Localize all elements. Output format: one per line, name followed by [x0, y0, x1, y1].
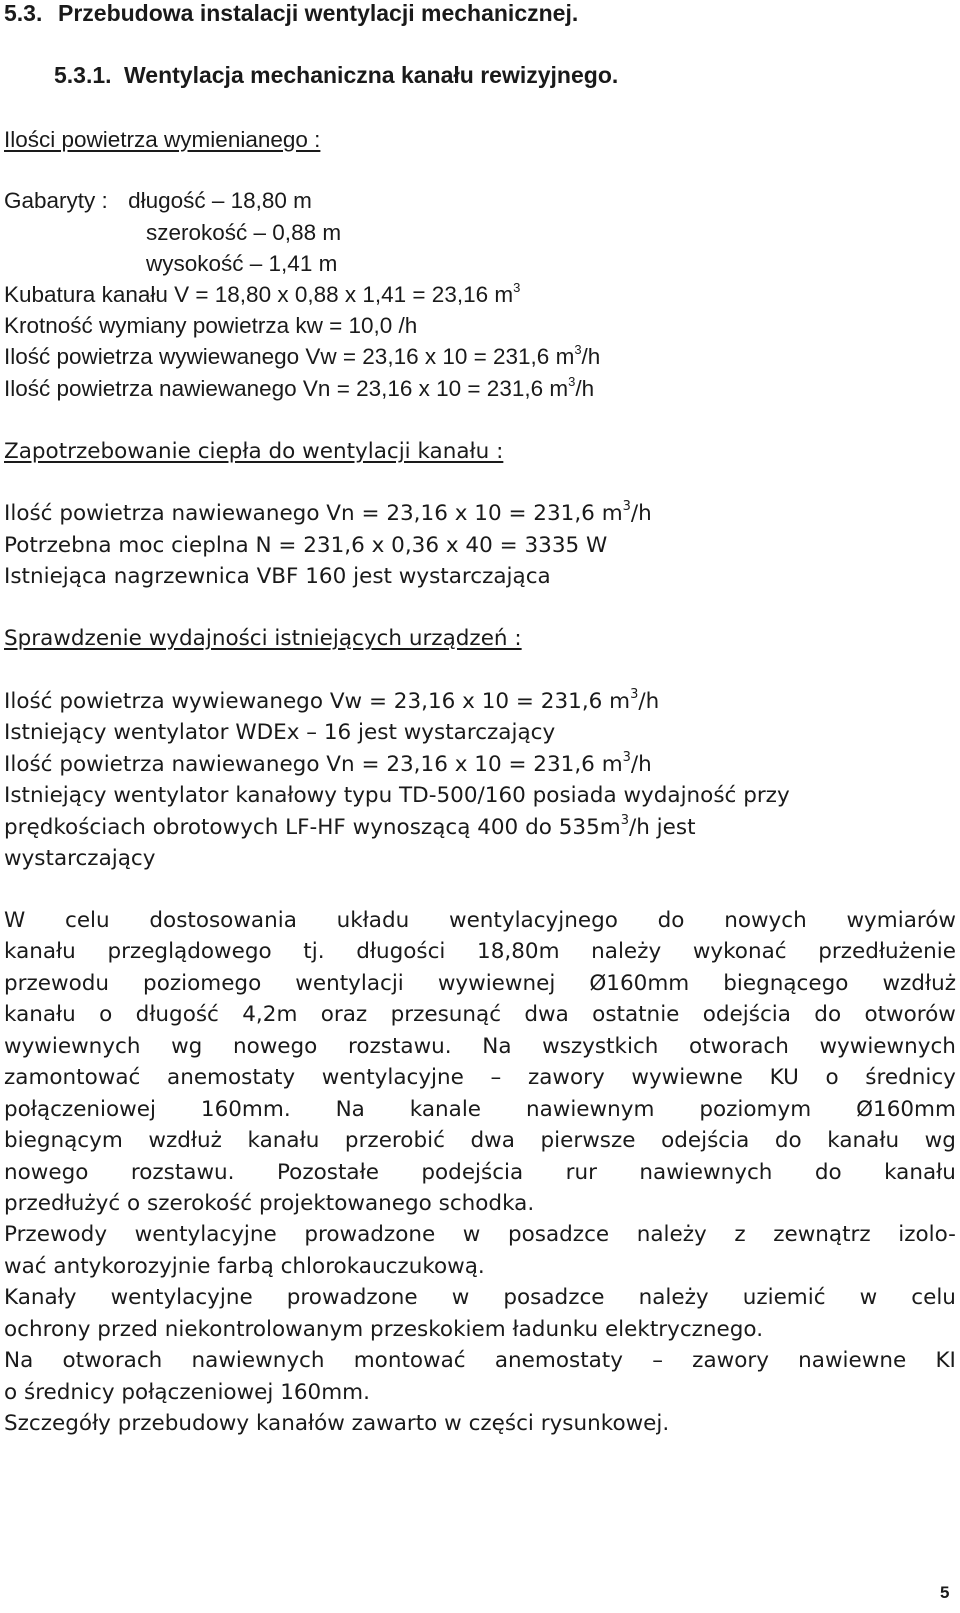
heat-supply-unit: /h — [630, 501, 652, 526]
fan-duct-exponent: 3 — [620, 813, 629, 828]
paragraph-3-line: Kanały wentylacyjne prowadzone w posadzce należy uziemić w celu — [4, 1285, 956, 1310]
heat-supply-exponent: 3 — [622, 499, 631, 514]
fan-duct-unit: /h jest — [628, 815, 696, 840]
paragraph-1-line: zamontować anemostaty wentylacyjne – zawory wywiewne KU o średnicy — [4, 1065, 956, 1090]
paragraph-3-last-line: ochrony przed niekontrolowanym przeskokiem ładunku elektrycznego. — [4, 1317, 764, 1342]
multiplicity-line: Krotność wymiany powietrza kw = 10,0 /h — [4, 313, 418, 338]
heat-demand-heading: Zapotrzebowanie ciepła do wentylacji kanału : — [4, 439, 504, 464]
check-exhaust-line — [4, 689, 659, 715]
section-heading — [4, 0, 578, 26]
paragraph-1-line: kanału o długość 4,2m oraz przesunąć dwa ostatnie odejścia do otworów — [4, 1002, 956, 1027]
paragraph-1-line: nowego rozstawu. Pozostałe podejścia rur nawiewnych do kanału — [4, 1160, 956, 1185]
paragraph-1-line: wywiewnych wg nowego rozstawu. Na wszystkich otworach wywiewnych — [4, 1034, 956, 1059]
section-number: 5.3. — [4, 0, 43, 26]
heater-line: Istniejąca nagrzewnica VBF 160 jest wystarczająca — [4, 564, 551, 589]
volume-line — [4, 282, 520, 308]
exhaust-unit: /h — [581, 344, 601, 369]
exhaust-exponent: 3 — [574, 342, 582, 357]
paragraph-1-line: połączeniowej 160mm. Na kanale nawiewnym poziomym Ø160mm — [4, 1097, 956, 1122]
check-exhaust-unit: /h — [638, 689, 660, 714]
paragraph-2-last-line: wać antykorozyjnie farbą chlorokauczukową. — [4, 1254, 485, 1279]
air-exchange-heading: Ilości powietrza wymienianego : — [4, 127, 321, 152]
paragraph-4-last-line: o średnicy połączeniowej 160mm. — [4, 1380, 370, 1405]
supply-line — [4, 376, 594, 402]
dimension-length: długość – 18,80 m — [128, 188, 312, 213]
dimensions-label: Gabaryty : — [4, 188, 108, 213]
check-supply-exponent: 3 — [622, 750, 631, 765]
check-supply-line — [4, 752, 652, 778]
heat-power-line: Potrzebna moc cieplna N = 231,6 x 0,36 x 40 = 3335 W — [4, 533, 608, 558]
exhaust-line — [4, 344, 600, 370]
dimension-width: szerokość – 0,88 m — [146, 220, 342, 245]
subsection-title: Wentylacja mechaniczna kanału rewizyjnego. — [124, 62, 619, 88]
check-supply-text: Ilość powietrza nawiewanego Vn = 23,16 x 10 = 231,6 m — [4, 752, 623, 777]
exhaust-text: Ilość powietrza wywiewanego Vw = 23,16 x 10 = 231,6 m — [4, 344, 575, 369]
dimensions-row — [4, 188, 312, 214]
paragraph-5: Szczegóły przebudowy kanałów zawarto w części rysunkowej. — [4, 1411, 670, 1436]
paragraph-1-line: przewodu poziomego wentylacji wywiewnej Ø160mm biegnącego wzdłuż — [4, 971, 956, 996]
heat-supply-line — [4, 501, 652, 527]
check-heading: Sprawdzenie wydajności istniejących urządzeń : — [4, 626, 522, 651]
volume-text: Kubatura kanału V = 18,80 x 0,88 x 1,41 = 23,16 m — [4, 282, 514, 307]
paragraph-1-line: kanału przeglądowego tj. długości 18,80m należy wykonać przedłużenie — [4, 939, 956, 964]
subsection-number: 5.3.1. — [54, 62, 112, 88]
paragraph-4-line: Na otworach nawiewnych montować anemostaty – zawory nawiewne KI — [4, 1348, 956, 1373]
check-supply-unit: /h — [630, 752, 652, 777]
paragraph-1-line: biegnącym wzdłuż kanału przerobić dwa pierwsze odejścia do kanału wg — [4, 1128, 956, 1153]
subsection-heading — [54, 62, 618, 88]
paragraph-1-line: W celu dostosowania układu wentylacyjnego do nowych wymiarów — [4, 908, 956, 933]
fan-exhaust-line: Istniejący wentylator WDEx – 16 jest wystarczający — [4, 720, 556, 745]
fan-duct-text: prędkościach obrotowych LF-HF wynoszącą 400 do 535m — [4, 815, 621, 840]
supply-exponent: 3 — [568, 374, 576, 389]
dimension-height: wysokość – 1,41 m — [146, 251, 338, 276]
section-title: Przebudowa instalacji wentylacji mechanicznej. — [58, 0, 579, 26]
heat-supply-text: Ilość powietrza nawiewanego Vn = 23,16 x 10 = 231,6 m — [4, 501, 623, 526]
fan-duct-line-2 — [4, 815, 696, 841]
fan-duct-line-3: wystarczający — [4, 846, 156, 871]
paragraph-1-last-line: przedłużyć o szerokość projektowanego schodka. — [4, 1191, 535, 1216]
paragraph-2-line: Przewody wentylacyjne prowadzone w posadzce należy z zewnątrz izolo- — [4, 1222, 956, 1247]
supply-text: Ilość powietrza nawiewanego Vn = 23,16 x 10 = 231,6 m — [4, 376, 569, 401]
page-number: 5 — [940, 1583, 950, 1602]
check-exhaust-exponent: 3 — [630, 687, 639, 702]
fan-duct-line-1: Istniejący wentylator kanałowy typu TD-500/160 posiada wydajność przy — [4, 783, 790, 808]
volume-exponent: 3 — [513, 280, 521, 295]
check-exhaust-text: Ilość powietrza wywiewanego Vw = 23,16 x 10 = 231,6 m — [4, 689, 631, 714]
supply-unit: /h — [575, 376, 595, 401]
